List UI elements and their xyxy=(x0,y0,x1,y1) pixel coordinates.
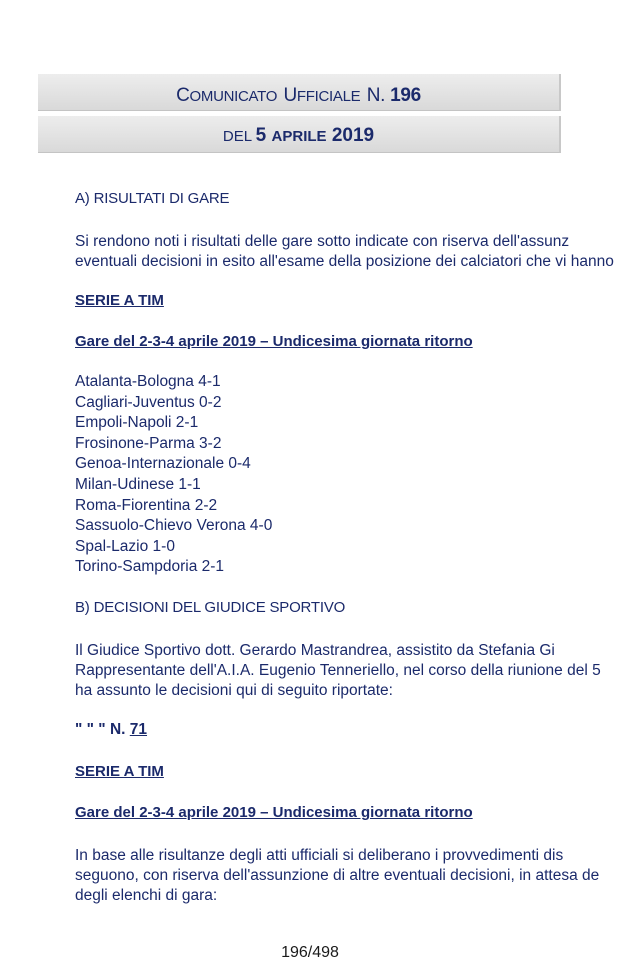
match-result: Torino-Sampdoria 2-1 xyxy=(75,558,225,576)
title-rest-2: FFICIALE xyxy=(296,88,361,105)
section-b-title: B) DECISIONI DEL GIUDICE SPORTIVO xyxy=(75,599,346,616)
section-a-title: A) RISULTATI DI GARE xyxy=(75,190,230,207)
match-result: Milan-Udinese 1-1 xyxy=(75,476,201,493)
date-year: 2019 xyxy=(331,125,375,146)
page-number: 196/498 xyxy=(281,944,339,961)
decision-number: 71 xyxy=(129,721,148,738)
title-cap-u: U xyxy=(283,85,297,106)
title-n: N. xyxy=(366,85,391,106)
communique-title xyxy=(38,74,561,111)
communique-date xyxy=(38,116,561,153)
match-result: Spal-Lazio 1-0 xyxy=(75,537,175,555)
match-result: Genoa-Internazionale 0-4 xyxy=(75,455,251,473)
section-a-intro-line-1: Si rendono noti i risultati delle gare sotto indicate con riserva dell'assunz xyxy=(75,233,570,250)
date-month: APRILE xyxy=(271,128,327,145)
match-result: Cagliari-Juventus 0-2 xyxy=(75,393,222,411)
match-result: Empoli-Napoli 2-1 xyxy=(75,414,199,432)
section-b-intro-line-2: Rappresentante dell'A.I.A. Eugenio Tenneriello, nel corso della riunione del 5 xyxy=(75,662,601,679)
match-result: Roma-Fiorentina 2-2 xyxy=(75,496,218,514)
match-result: Frosinone-Parma 3-2 xyxy=(75,434,222,452)
serie-a-heading-2: SERIE A TIM xyxy=(75,763,164,780)
match-result: Sassuolo-Chievo Verona 4-0 xyxy=(75,517,273,535)
section-b-body-line-2: seguono, con riserva dell'assunzione di altre eventuali decisioni, in attesa de xyxy=(75,867,600,884)
section-b-body-line-1: In base alle risultanze degli atti ufficiali si deliberano i provvedimenti dis xyxy=(75,847,564,864)
date-day: 5 xyxy=(255,125,267,146)
section-b-body-line-3: degli elenchi di gara: xyxy=(75,887,218,904)
title-cap-c: C xyxy=(176,85,190,106)
section-a-intro-line-2: eventuali decisioni in esito all'esame della posizione dei calciatori che vi hanno xyxy=(75,253,614,270)
decision-prefix: " " " N. xyxy=(75,721,130,738)
round-heading-1: Gare del 2-3-4 aprile 2019 – Undicesima giornata ritorno xyxy=(75,333,473,350)
section-b-intro-line-3: ha assunto le decisioni qui di seguito riportate: xyxy=(75,682,393,699)
title-rest-1: OMUNICATO xyxy=(189,88,278,105)
communique-number: 196 xyxy=(390,85,421,106)
match-result: Atalanta-Bologna 4-1 xyxy=(75,373,221,390)
decision-reference xyxy=(75,720,147,741)
section-b-intro-line-1: Il Giudice Sportivo dott. Gerardo Mastrandrea, assistito da Stefania Gi xyxy=(75,642,555,659)
round-heading-2: Gare del 2-3-4 aprile 2019 – Undicesima giornata ritorno xyxy=(75,804,473,821)
serie-a-heading-1: SERIE A TIM xyxy=(75,292,164,309)
date-prefix: DEL xyxy=(222,128,256,145)
